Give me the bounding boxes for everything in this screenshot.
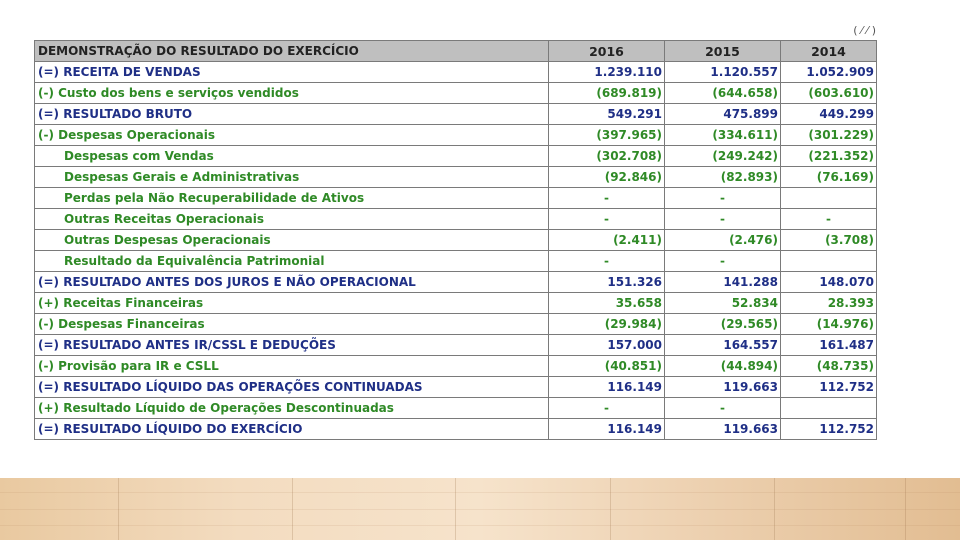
value-2014: 449.299 xyxy=(781,104,877,125)
value-2015: - xyxy=(665,209,781,230)
value-2014: 148.070 xyxy=(781,272,877,293)
value-2014: (3.708) xyxy=(781,230,877,251)
value-2015: (249.242) xyxy=(665,146,781,167)
value-2015: - xyxy=(665,251,781,272)
value-2014: (14.976) xyxy=(781,314,877,335)
table-row xyxy=(35,62,877,83)
value-2014: (76.169) xyxy=(781,167,877,188)
value-2016: 1.239.110 xyxy=(549,62,665,83)
row-label: (-) Despesas Operacionais xyxy=(35,125,549,146)
value-2015: - xyxy=(665,188,781,209)
row-label: (=) RESULTADO LÍQUIDO DO EXERCÍCIO xyxy=(35,419,549,440)
value-2016: 151.326 xyxy=(549,272,665,293)
row-label: (=) RESULTADO ANTES IR/CSSL E DEDUÇÕES xyxy=(35,335,549,356)
value-2014: 1.052.909 xyxy=(781,62,877,83)
value-2014 xyxy=(781,398,877,419)
year-2016-header: 2016 xyxy=(549,41,665,62)
table-row xyxy=(35,251,877,272)
table-row xyxy=(35,377,877,398)
value-2016: (302.708) xyxy=(549,146,665,167)
value-2016: - xyxy=(549,251,665,272)
table-row xyxy=(35,125,877,146)
table-row xyxy=(35,167,877,188)
row-label: Outras Despesas Operacionais xyxy=(35,230,549,251)
table-row xyxy=(35,314,877,335)
table-row xyxy=(35,293,877,314)
table-row xyxy=(35,209,877,230)
value-2015: (82.893) xyxy=(665,167,781,188)
table-title: DEMONSTRAÇÃO DO RESULTADO DO EXERCÍCIO xyxy=(35,41,549,62)
value-2016: (40.851) xyxy=(549,356,665,377)
value-2016: (29.984) xyxy=(549,314,665,335)
year-2015-header: 2015 xyxy=(665,41,781,62)
value-2016: - xyxy=(549,398,665,419)
table-row xyxy=(35,146,877,167)
row-label: (=) RESULTADO LÍQUIDO DAS OPERAÇÕES CONTINUADAS xyxy=(35,377,549,398)
value-2014: (221.352) xyxy=(781,146,877,167)
year-2014-header: 2014 xyxy=(781,41,877,62)
value-2016: (2.411) xyxy=(549,230,665,251)
row-label: (-) Custo dos bens e serviços vendidos xyxy=(35,83,549,104)
row-label: (=) RESULTADO BRUTO xyxy=(35,104,549,125)
value-2015: 141.288 xyxy=(665,272,781,293)
value-2015: 164.557 xyxy=(665,335,781,356)
table-row xyxy=(35,335,877,356)
value-2014 xyxy=(781,188,877,209)
value-2014: (48.735) xyxy=(781,356,877,377)
value-2015: 119.663 xyxy=(665,377,781,398)
row-label: (=) RESULTADO ANTES DOS JUROS E NÃO OPERACIONAL xyxy=(35,272,549,293)
row-label: (-) Despesas Financeiras xyxy=(35,314,549,335)
table-row xyxy=(35,188,877,209)
value-2015: (334.611) xyxy=(665,125,781,146)
table-row xyxy=(35,83,877,104)
value-2014: 112.752 xyxy=(781,419,877,440)
value-2015: (644.658) xyxy=(665,83,781,104)
value-2016: - xyxy=(549,188,665,209)
row-label: (+) Resultado Líquido de Operações Descontinuadas xyxy=(35,398,549,419)
value-2015: 1.120.557 xyxy=(665,62,781,83)
value-2016: (92.846) xyxy=(549,167,665,188)
value-2016: 116.149 xyxy=(549,419,665,440)
value-2015: - xyxy=(665,398,781,419)
cropped-artifact: ( ⁄ ⁄ ) xyxy=(853,24,876,37)
row-label: (+) Receitas Financeiras xyxy=(35,293,549,314)
value-2015: (2.476) xyxy=(665,230,781,251)
table-row xyxy=(35,398,877,419)
table-row xyxy=(35,356,877,377)
value-2016: 549.291 xyxy=(549,104,665,125)
value-2016: 157.000 xyxy=(549,335,665,356)
row-label: Perdas pela Não Recuperabilidade de Ativos xyxy=(35,188,549,209)
table-header-row xyxy=(35,41,877,62)
row-label: Despesas com Vendas xyxy=(35,146,549,167)
value-2014: (603.610) xyxy=(781,83,877,104)
value-2016: 116.149 xyxy=(549,377,665,398)
value-2014: (301.229) xyxy=(781,125,877,146)
table-row xyxy=(35,230,877,251)
value-2015: 119.663 xyxy=(665,419,781,440)
value-2016: (397.965) xyxy=(549,125,665,146)
value-2014: 112.752 xyxy=(781,377,877,398)
value-2014: 161.487 xyxy=(781,335,877,356)
value-2014 xyxy=(781,251,877,272)
value-2016: 35.658 xyxy=(549,293,665,314)
value-2015: 475.899 xyxy=(665,104,781,125)
row-label: Despesas Gerais e Administrativas xyxy=(35,167,549,188)
value-2016: (689.819) xyxy=(549,83,665,104)
row-label: (=) RECEITA DE VENDAS xyxy=(35,62,549,83)
row-label: (-) Provisão para IR e CSLL xyxy=(35,356,549,377)
row-label: Outras Receitas Operacionais xyxy=(35,209,549,230)
value-2015: (44.894) xyxy=(665,356,781,377)
value-2015: (29.565) xyxy=(665,314,781,335)
table-row xyxy=(35,419,877,440)
value-2016: - xyxy=(549,209,665,230)
value-2014: 28.393 xyxy=(781,293,877,314)
table-row xyxy=(35,104,877,125)
wooden-floor-background xyxy=(0,478,960,540)
table-row xyxy=(35,272,877,293)
income-statement-table xyxy=(34,40,877,440)
value-2014: - xyxy=(781,209,877,230)
value-2015: 52.834 xyxy=(665,293,781,314)
row-label: Resultado da Equivalência Patrimonial xyxy=(35,251,549,272)
